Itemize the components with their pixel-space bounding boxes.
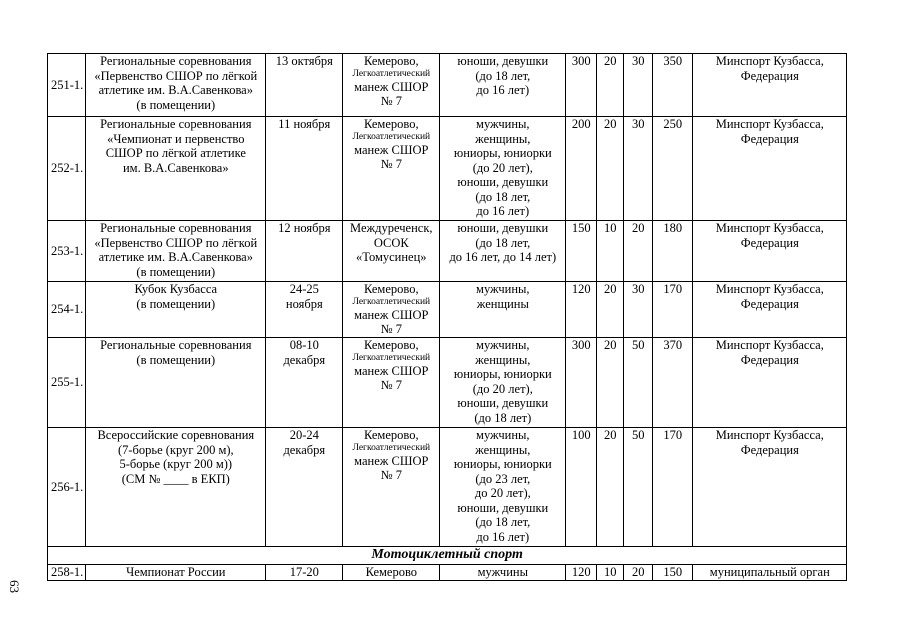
event-participants: мужчины, женщины, юниоры, юниорки (до 23 лет, до 20 лет), юноши, девушки (до 18 лет, до 16 лет) [440, 428, 566, 547]
event-place: Кемерово, Легкоатлетический манеж СШОР № 7 [343, 338, 440, 428]
value-2: 20 [597, 54, 624, 117]
event-dates: 13 октября [266, 54, 343, 117]
event-dates: 17-20 [266, 565, 343, 581]
value-2: 20 [597, 428, 624, 547]
value-total: 350 [653, 54, 693, 117]
event-place: Кемерово, Легкоатлетический манеж СШОР № 7 [343, 54, 440, 117]
value-total: 180 [653, 221, 693, 282]
event-organizer: Минспорт Кузбасса, Федерация [693, 221, 847, 282]
row-number: 256-1. [48, 428, 86, 547]
value-3: 20 [624, 565, 653, 581]
value-2: 20 [597, 282, 624, 338]
value-2: 20 [597, 338, 624, 428]
event-participants: мужчины, женщины, юниоры, юниорки (до 20 лет), юноши, девушки (до 18 лет) [440, 338, 566, 428]
value-total: 250 [653, 117, 693, 221]
event-dates: 24-25 ноября [266, 282, 343, 338]
events-body [48, 54, 847, 581]
value-3: 20 [624, 221, 653, 282]
value-1: 100 [566, 428, 597, 547]
row-number: 252-1. [48, 117, 86, 221]
event-organizer: Минспорт Кузбасса, Федерация [693, 338, 847, 428]
event-place: Кемерово, Легкоатлетический манеж СШОР № 7 [343, 428, 440, 547]
value-1: 200 [566, 117, 597, 221]
event-name: Всероссийские соревнования (7-борье (круг 200 м), 5-борье (круг 200 м)) (СМ № ____ в ЕКП) [86, 428, 266, 547]
event-dates: 08-10 декабря [266, 338, 343, 428]
value-1: 120 [566, 565, 597, 581]
table-row [48, 282, 847, 338]
value-1: 120 [566, 282, 597, 338]
value-total: 170 [653, 428, 693, 547]
value-3: 30 [624, 54, 653, 117]
event-organizer: Минспорт Кузбасса, Федерация [693, 117, 847, 221]
row-number: 253-1. [48, 221, 86, 282]
value-1: 300 [566, 338, 597, 428]
events-table [47, 53, 847, 581]
event-participants: юноши, девушки (до 18 лет, до 16 лет) [440, 54, 566, 117]
section-heading-row [48, 547, 847, 565]
row-number: 255-1. [48, 338, 86, 428]
event-place: Кемерово, Легкоатлетический манеж СШОР № 7 [343, 117, 440, 221]
event-organizer: Минспорт Кузбасса, Федерация [693, 282, 847, 338]
event-name: Региональные соревнования (в помещении) [86, 338, 266, 428]
value-1: 300 [566, 54, 597, 117]
event-place: Кемерово [343, 565, 440, 581]
value-3: 50 [624, 428, 653, 547]
event-dates: 20-24 декабря [266, 428, 343, 547]
section-title: Мотоциклетный спорт [48, 547, 847, 565]
event-name: Кубок Кузбасса (в помещении) [86, 282, 266, 338]
value-1: 150 [566, 221, 597, 282]
value-3: 30 [624, 282, 653, 338]
event-name: Региональные соревнования «Первенство СШОР по лёгкой атлетике им. В.А.Савенкова» (в помещении) [86, 54, 266, 117]
value-3: 50 [624, 338, 653, 428]
value-2: 10 [597, 221, 624, 282]
value-total: 170 [653, 282, 693, 338]
row-number: 251-1. [48, 54, 86, 117]
event-participants: мужчины [440, 565, 566, 581]
event-organizer: муниципальный орган [693, 565, 847, 581]
page-number: 63 [7, 580, 22, 593]
value-total: 370 [653, 338, 693, 428]
event-organizer: Минспорт Кузбасса, Федерация [693, 54, 847, 117]
event-participants: мужчины, женщины, юниоры, юниорки (до 20 лет), юноши, девушки (до 18 лет, до 16 лет) [440, 117, 566, 221]
value-2: 10 [597, 565, 624, 581]
event-participants: мужчины, женщины [440, 282, 566, 338]
event-place: Междуреченск, ОСОК «Томусинец» [343, 221, 440, 282]
event-participants: юноши, девушки (до 18 лет, до 16 лет, до 14 лет) [440, 221, 566, 282]
event-name: Региональные соревнования «Чемпионат и первенство СШОР по лёгкой атлетике им. В.А.Савенкова» [86, 117, 266, 221]
event-dates: 12 ноября [266, 221, 343, 282]
event-dates: 11 ноября [266, 117, 343, 221]
table-row [48, 338, 847, 428]
event-name: Региональные соревнования «Первенство СШОР по лёгкой атлетике им. В.А.Савенкова» (в помещении) [86, 221, 266, 282]
row-number: 258-1. [48, 565, 86, 581]
event-organizer: Минспорт Кузбасса, Федерация [693, 428, 847, 547]
value-2: 20 [597, 117, 624, 221]
row-number: 254-1. [48, 282, 86, 338]
value-total: 150 [653, 565, 693, 581]
table-row [48, 117, 847, 221]
table-row [48, 565, 847, 581]
value-3: 30 [624, 117, 653, 221]
event-name: Чемпионат России [86, 565, 266, 581]
table-row [48, 221, 847, 282]
table-row [48, 54, 847, 117]
event-place: Кемерово, Легкоатлетический манеж СШОР № 7 [343, 282, 440, 338]
table-row [48, 428, 847, 547]
